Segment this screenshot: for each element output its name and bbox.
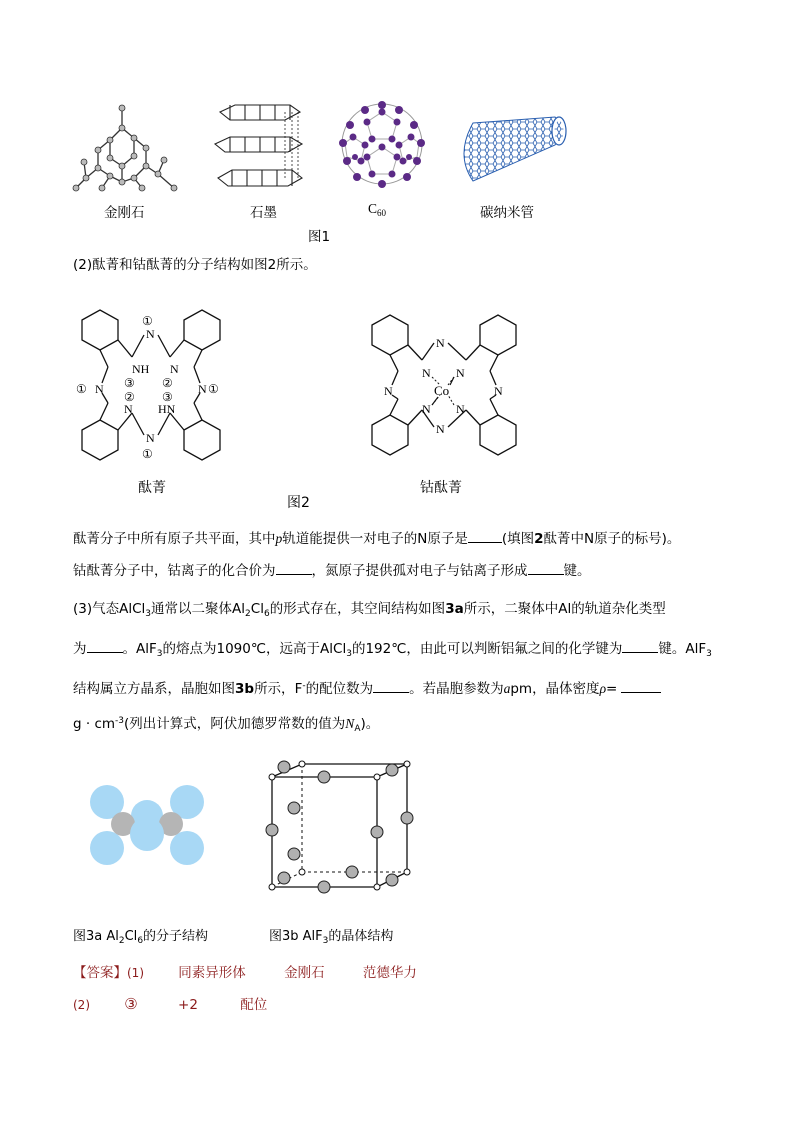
n-inner-left: N [124,402,133,416]
co-atom: Co [434,383,450,398]
q3-line-3: 结构属立方晶系，晶胞如图3b所示，F-的配位数为 。若晶胞参数为apm，晶体密度ρ= [73,677,661,697]
q3-blank-2[interactable] [622,652,658,653]
answer-1-num: (1) [127,966,144,980]
diamond-structure-image [70,100,190,200]
mark-2-a: ② [124,390,135,404]
hn-atom: HN [158,402,176,416]
answer-2-item-2: +2 [178,997,198,1013]
q3-blank-3[interactable] [373,692,409,693]
carbon-nanotube-image [455,115,570,185]
mark-1-bottom: ① [142,447,153,461]
co-n-in-2: N [456,366,465,380]
mark-3-a: ③ [124,376,135,390]
c60-structure-image [335,97,430,192]
nh-atom: NH [132,362,150,376]
co-n-bottom: N [436,422,445,436]
alf3-crystal-cell-image [262,752,417,897]
q2-question-1: 酞菁分子中所有原子共平面，其中p轨道能提供一对电子的N原子是 (填图2酞菁中N原子的标号)。 [73,531,681,547]
q2-blank-1[interactable] [468,542,502,543]
answer-1-item-1: 同素异形体 [178,965,246,981]
graphite-label: 石墨 [250,205,277,221]
q2-intro: (2)酞菁和钴酞菁的分子结构如图2所示。 [73,257,317,273]
nanotube-label: 碳纳米管 [480,205,534,221]
n-right: N [198,382,207,396]
answer-row-2 [73,993,267,1013]
n-top: N [146,327,155,341]
figure-1 [60,95,620,245]
mark-1-top: ① [142,314,153,328]
mark-1-right: ① [208,382,219,396]
figure-1-caption: 图1 [308,229,331,245]
n-inner-right: N [170,362,179,376]
mark-1-left: ① [76,382,87,396]
q2-blank-2[interactable] [276,574,312,575]
figure-2-caption: 图2 [287,495,310,511]
cobalt-phthalocyanine-structure [362,305,542,470]
mark-2-b: ② [162,376,173,390]
n-left: N [95,382,104,396]
q2-blank-3[interactable] [528,574,564,575]
mark-3-b: ③ [162,390,173,404]
co-n-top: N [436,336,445,350]
figure-3b-caption: 图3b AlF$_3$的晶体结构 [269,929,394,946]
answer-1-item-3: 范德华力 [362,965,417,981]
answer-tag: 【答案】 [73,965,127,981]
answer-2-num: (2) [73,998,90,1012]
q2-question-2: 钴酞菁分子中，钴离子的化合价为 ，氮原子提供孤对电子与钴离子形成 键。 [73,563,591,579]
answer-row-1 [73,961,417,981]
q3-line-2: 为 。AlF$_3$的熔点为1090℃，远高于AlCl$_3$的192℃，由此可以判断铝氟之间的化学键为 键。AlF$_3$ [73,641,712,659]
co-n-in-1: N [422,366,431,380]
co-n-left: N [384,384,393,398]
figure-3a-caption: 图3a $Al_2Cl_6$的分子结构 [73,929,209,946]
q3-line-1: (3)气态AlCl$_3$通常以二聚体$Al_2Cl_6$的形式存在，其空间结构如图3a所示，二聚体中Al的轨道杂化类型 [73,601,666,619]
co-n-in-4: N [456,402,465,416]
q3-line-4: $g \cdot cm^{-3}$(列出计算式，阿伏加德罗常数的值为$N_A$)。 [73,716,380,734]
n-bottom: N [146,431,155,445]
cobalt-phthalocyanine-label: 钴酞菁 [420,480,462,496]
answer-2-item-1: ③ [124,995,138,1013]
c60-label: $C_{60}$ [368,201,387,218]
graphite-structure-image [210,100,310,195]
diamond-label: 金刚石 [104,205,145,221]
co-n-right: N [494,384,503,398]
phthalocyanine-structure [62,305,242,470]
answer-1-item-2: 金刚石 [284,965,325,981]
q3-blank-1[interactable] [87,652,123,653]
q3-blank-4[interactable] [621,692,661,693]
al2cl6-molecule-image [85,782,210,872]
co-n-in-3: N [422,402,431,416]
phthalocyanine-label: 酞菁 [138,480,166,496]
answer-2-item-3: 配位 [240,997,268,1013]
